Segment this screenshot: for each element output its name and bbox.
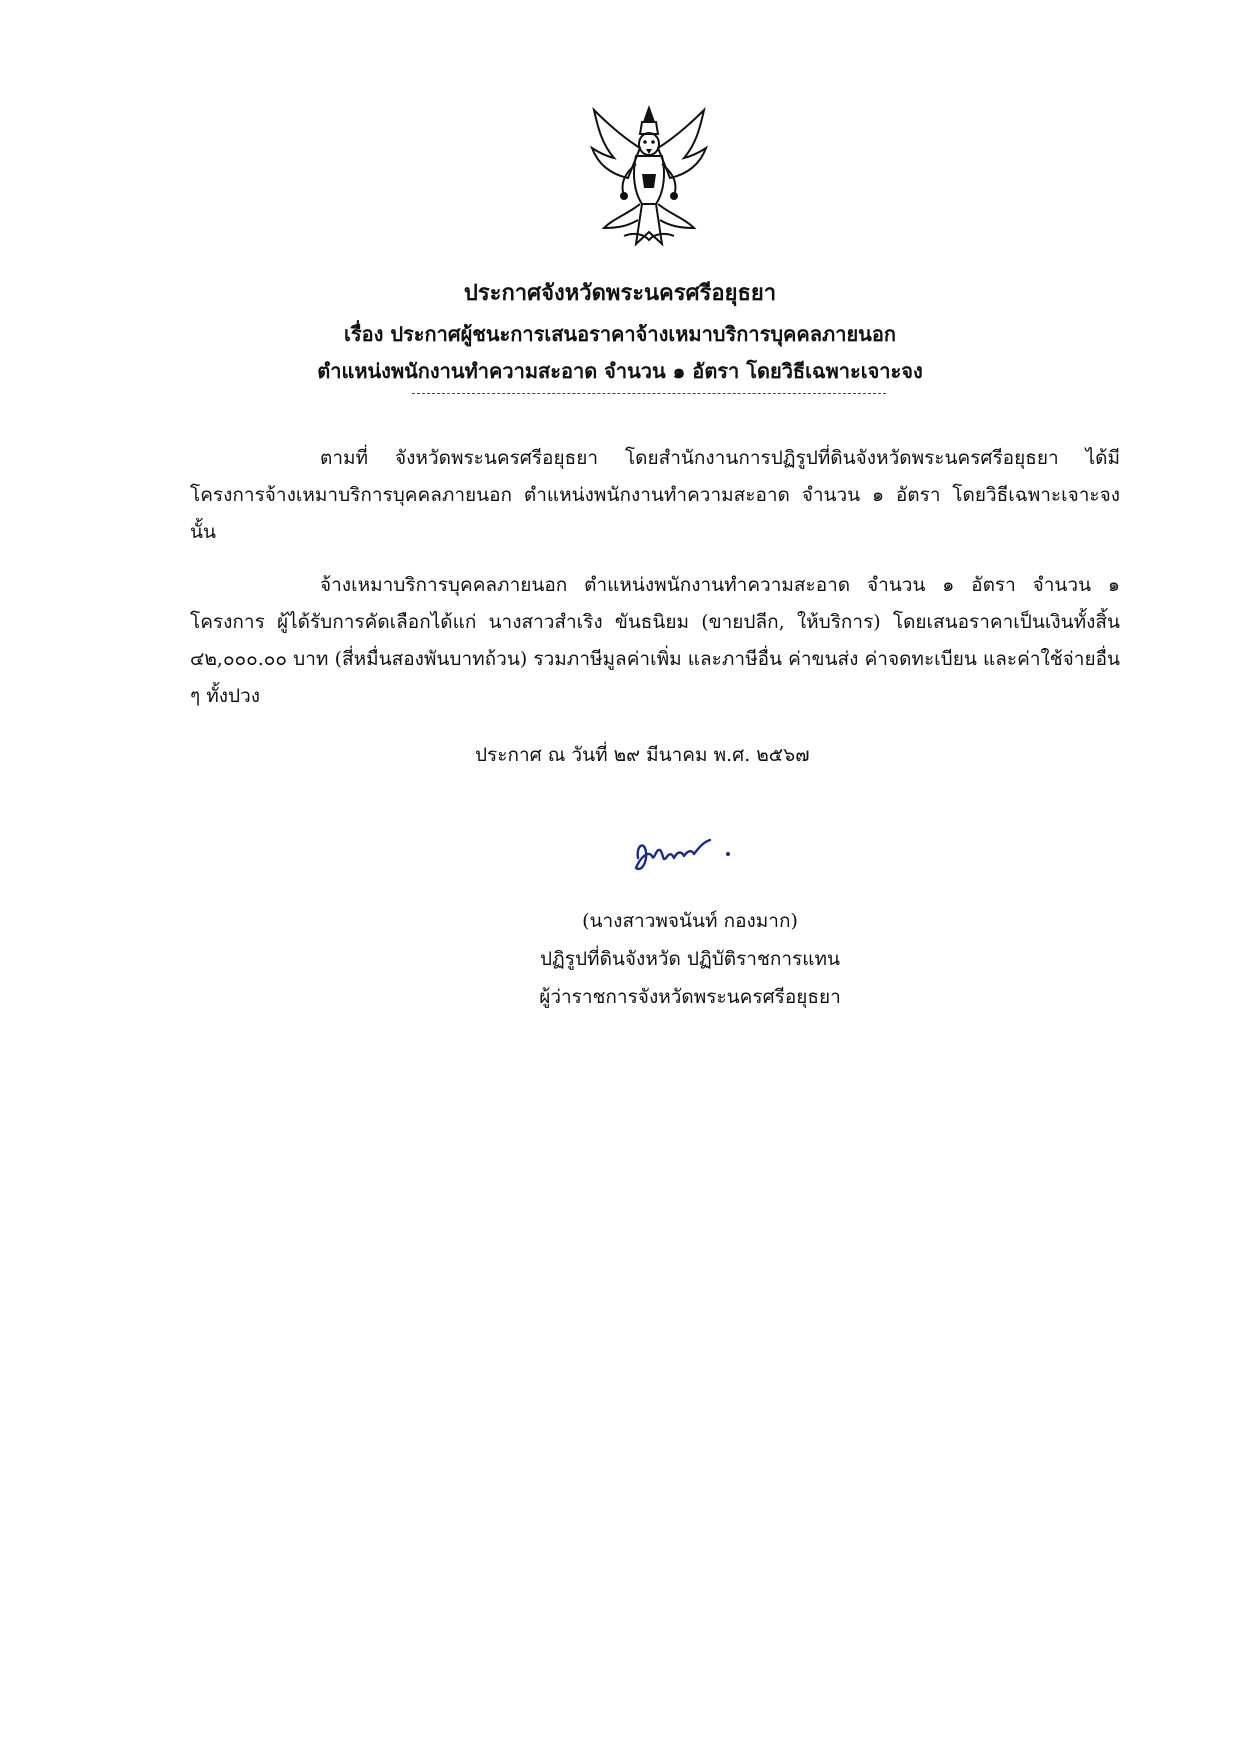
signer-position-2: ผู้ว่าราชการจังหวัดพระนครศรีอยุธยา bbox=[539, 986, 841, 1008]
dashed-divider bbox=[412, 393, 886, 394]
body-paragraph-2: จ้างเหมาบริการบุคคลภายนอก ตำแหน่งพนักงานทำความสะอาด จำนวน ๑ อัตรา จำนวน ๑ โครงการ ผู้ได้รับการคัดเลือกได้แก่ นางสาวสำเริง ขันธนิยม (ขายปลีก, ให้บริการ) โดยเสนอราคาเป็นเงินทั้งสิ้น ๔๒,๐๐๐.๐๐ บาท (สี่หมื่นสองพันบาทถ้วน) รวมภาษีมูลค่าเพิ่ม และภาษีอื่น ค่าขนส่ง ค่าจดทะเบียน และค่าใช้จ่ายอื่น ๆ ทั้งปวง bbox=[190, 574, 1120, 707]
handwritten-signature bbox=[630, 828, 750, 878]
garuda-emblem-icon bbox=[584, 104, 714, 252]
subject-line-2: ตำแหน่งพนักงานทำความสะอาด จำนวน ๑ อัตรา โดยวิธีเฉพาะเจาะจง bbox=[317, 359, 923, 383]
page-title: ประกาศจังหวัดพระนครศรีอยุธยา bbox=[463, 280, 777, 306]
signer-name: (นางสาวพจนันท์ กองมาก) bbox=[582, 910, 798, 932]
body-paragraph-1: ตามที่ จังหวัดพระนครศรีอยุธยา โดยสำนักงานการปฏิรูปที่ดินจังหวัดพระนครศรีอยุธยา ได้มีโครงการจ้างเหมาบริการบุคคลภายนอก ตำแหน่งพนักงานทำความสะอาด จำนวน ๑ อัตรา โดยวิธีเฉพาะเจาะจง นั้น bbox=[190, 447, 1120, 543]
signer-position-1: ปฏิรูปที่ดินจังหวัด ปฏิบัติราชการแทน bbox=[539, 948, 841, 970]
announcement-date: ประกาศ ณ วันที่ ๒๙ มีนาคม พ.ศ. ๒๕๖๗ bbox=[475, 744, 810, 766]
subject-line-1: เรื่อง ประกาศผู้ชนะการเสนอราคาจ้างเหมาบริการบุคคลภายนอก bbox=[344, 322, 896, 346]
